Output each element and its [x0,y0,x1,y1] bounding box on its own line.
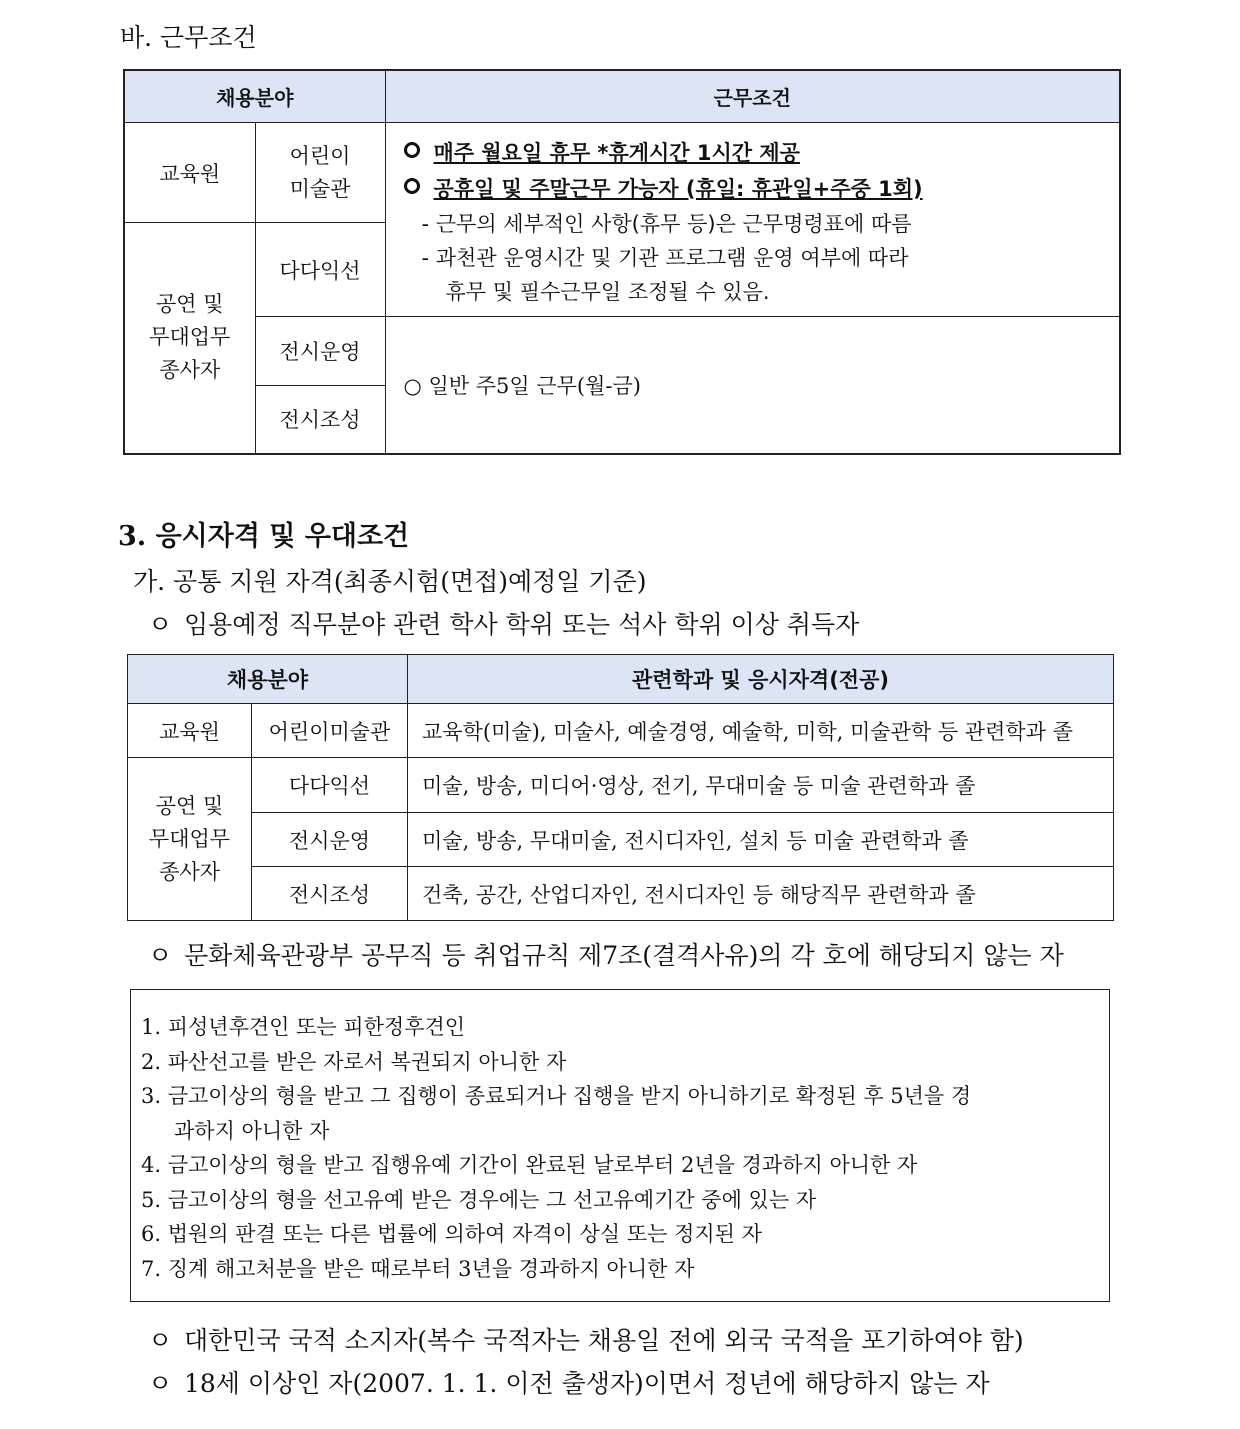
header-field: 채용분야 [128,655,408,704]
category-performance: 공연 및 무대업무 종사자 [124,223,255,454]
disqualification-item: 5. 금고이상의 형을 선고유예 받은 경우에는 그 선고유예기간 중에 있는 자 [141,1187,817,1212]
section-title-work-conditions: 바. 근무조건 [120,23,257,52]
sub-children-museum: 어린이 미술관 [255,123,385,223]
bullet-nationality: ㅇ 대한민국 국적 소지자(복수 국적자는 채용일 전에 외국 국적을 포기하여야 함) [148,1321,1024,1357]
disqualification-item: 7. 징계 해고처분을 받은 때로부터 3년을 경과하지 아니한 자 [141,1256,695,1281]
disqualification-box [130,989,1110,1302]
header-major: 관련학과 및 응시자격(전공) [408,655,1114,704]
bullet-degree: ㅇ 임용예정 직무분야 관련 학사 학위 또는 석사 학위 이상 취득자 [148,605,859,641]
condition-note-2: - 과천관 운영시간 및 기관 프로그램 운영 여부에 따라 [421,246,909,270]
major-exhibit-operation: 미술, 방송, 무대미술, 전시디자인, 설치 등 미술 관련학과 졸 [408,813,1114,867]
condition-note-1: - 근무의 세부적인 사항(휴무 등)은 근무명령표에 따름 [421,212,912,236]
circle-bullet-icon [404,142,420,158]
sub-exhibit-construction: 전시조성 [255,386,385,454]
bullet-mark: ㅇ [148,941,173,970]
category-education: 교육원 [128,704,252,758]
disqualification-item-continuation: 과하지 아니한 자 [174,1118,330,1143]
majors-table [127,654,1114,921]
disqualification-item: 6. 법원의 판결 또는 다른 법률에 의하여 자격이 상실 또는 정지된 자 [141,1222,762,1246]
condition-bold-1: 매주 월요일 휴무 *휴게시간 1시간 제공 [404,135,1120,171]
conditions-cell-a [385,123,1120,317]
circle-bullet-icon [404,178,420,194]
work-conditions-table [123,69,1121,455]
bullet-mark: ㅇ [148,1369,173,1398]
category-performance: 공연 및 무대업무 종사자 [128,758,252,921]
sub-exhibit-construction: 전시조성 [252,867,408,921]
sub-dadaikseon: 다다익선 [252,758,408,813]
major-dadaikseon: 미술, 방송, 미디어·영상, 전기, 무대미술 등 미술 관련학과 졸 [408,758,1114,813]
sub-exhibit-operation: 전시운영 [252,813,408,867]
category-education: 교육원 [124,123,255,223]
bullet-mark: ㅇ [148,610,173,639]
major-exhibit-construction: 건축, 공간, 산업디자인, 전시디자인 등 해당직무 관련학과 졸 [408,867,1114,921]
disqualification-item: 4. 금고이상의 형을 받고 집행유예 기간이 완료된 날로부터 2년을 경과하지 아니한 자 [141,1153,918,1177]
disqualification-item: 2. 파산선고를 받은 자로서 복권되지 아니한 자 [141,1049,567,1074]
bullet-mark: ㅇ [148,1326,173,1355]
disqualification-item: 3. 금고이상의 형을 받고 그 집행이 종료되거나 집행을 받지 아니하기로 확정된 후 5년을 경 [141,1084,972,1108]
section-title-qualifications: 3. 응시자격 및 우대조건 [118,521,410,552]
condition-bold-2: 공휴일 및 주말근무 가능자 (휴일: 휴관일+주중 1회) [404,171,1120,207]
sub-children-museum: 어린이미술관 [252,704,408,758]
header-conditions: 근무조건 [385,70,1120,123]
disqualification-item: 1. 피성년후견인 또는 피한정후견인 [141,1015,466,1039]
sub-exhibit-operation: 전시운영 [255,317,385,386]
header-field: 채용분야 [124,70,385,123]
major-education: 교육학(미술), 미술사, 예술경영, 예술학, 미학, 미술관학 등 관련학과 졸 [408,704,1114,758]
sub-dadaikseon: 다다익선 [255,223,385,317]
subsection-common-qualifications: 가. 공통 지원 자격(최종시험(면접)예정일 기준) [133,567,647,596]
condition-note-3: 휴무 및 필수근무일 조정될 수 있음. [445,280,770,304]
bullet-employment-rules: ㅇ 문화체육관광부 공무직 등 취업규칙 제7조(결격사유)의 각 호에 해당되지 않는 자 [148,936,1064,972]
conditions-cell-b: ○ 일반 주5일 근무(월-금) [385,317,1120,454]
bullet-age: ㅇ 18세 이상인 자(2007. 1. 1. 이전 출생자)이면서 정년에 해당하지 않는 자 [148,1364,990,1400]
